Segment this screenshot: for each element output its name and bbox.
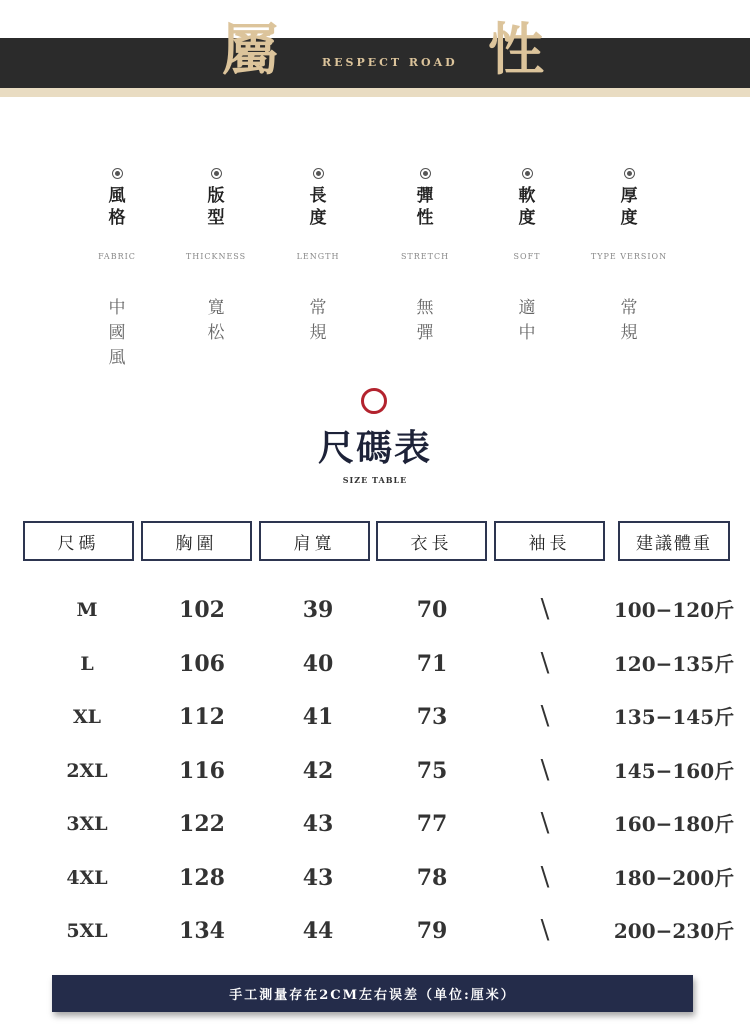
cell-length: 70 (416, 597, 448, 623)
size-table-subtitle: SIZE TABLE (342, 475, 408, 485)
attribute-en-label: LENGTH (296, 252, 340, 261)
cell-sleeve: \ (540, 594, 550, 624)
cell-shoulder: 43 (302, 864, 334, 891)
attribute-length (278, 168, 358, 343)
cell-length: 79 (416, 918, 448, 944)
cell-shoulder: 43 (302, 811, 334, 837)
cell-chest: 122 (179, 811, 225, 837)
attribute-label: 版型 (207, 186, 225, 228)
attribute-label: 軟度 (518, 186, 536, 228)
bullet-icon (420, 168, 431, 179)
header-gold-strip (0, 88, 750, 97)
cell-shoulder: 42 (302, 757, 334, 784)
attribute-value: 常規 (620, 298, 638, 343)
attribute-en-label: SOFT (513, 252, 541, 261)
cell-chest: 102 (179, 597, 225, 623)
cell-shoulder: 40 (302, 650, 334, 677)
cell-chest: 106 (179, 650, 225, 677)
attribute-softness (487, 168, 567, 343)
cell-size: L (80, 652, 94, 675)
header-size: 尺碼 (23, 521, 134, 561)
attribute-style (77, 168, 157, 368)
cell-chest: 116 (179, 757, 225, 784)
cell-length: 71 (416, 650, 448, 677)
attribute-value: 常規 (309, 298, 327, 343)
bullet-icon (112, 168, 123, 179)
cell-length: 77 (416, 811, 448, 837)
cell-size: 3XL (66, 813, 108, 835)
attribute-value: 適中 (518, 298, 536, 343)
bullet-icon (313, 168, 324, 179)
cell-size: XL (72, 706, 102, 728)
cell-size: M (76, 599, 98, 621)
cell-weight: 100−120斤 (613, 598, 735, 622)
cell-length: 78 (416, 864, 448, 891)
header-length: 衣長 (376, 521, 487, 561)
attribute-en-label: FABRIC (98, 252, 136, 261)
cell-weight: 160−180斤 (613, 812, 735, 836)
cell-size: 4XL (66, 866, 108, 889)
bullet-icon (624, 168, 635, 179)
bullet-icon (211, 168, 222, 179)
attribute-label: 彈性 (416, 186, 434, 228)
header-shoulder: 肩寬 (259, 521, 370, 561)
bullet-icon (522, 168, 533, 179)
cell-weight: 180−200斤 (613, 865, 735, 890)
attribute-en-label: TYPE VERSION (590, 252, 668, 261)
attribute-fit (176, 168, 256, 343)
cell-length: 73 (416, 704, 448, 730)
attribute-stretch (385, 168, 465, 343)
attribute-label: 風格 (108, 186, 126, 228)
footer-note: 手工測量存在2CM左右误差（单位:厘米） (52, 975, 693, 1012)
cell-weight: 135−145斤 (613, 705, 735, 729)
cell-sleeve: \ (540, 754, 550, 785)
cell-size: 5XL (66, 920, 108, 942)
header-weight: 建議體重 (618, 521, 730, 561)
cell-shoulder: 44 (302, 918, 334, 944)
size-table-title: 尺碼表 (317, 427, 432, 469)
header-char-left: 屬 (222, 17, 278, 83)
header-sleeve: 袖長 (494, 521, 605, 561)
cell-length: 75 (416, 757, 448, 784)
cell-sleeve: \ (540, 701, 550, 731)
header-chest: 胸圍 (141, 521, 252, 561)
cell-sleeve: \ (540, 861, 550, 892)
header-subtitle: RESPECT ROAD (322, 56, 458, 69)
header-char-right: 性 (488, 17, 544, 83)
attribute-en-label: STRETCH (400, 252, 450, 261)
cell-chest: 134 (179, 918, 225, 944)
cell-sleeve: \ (540, 808, 550, 838)
cell-chest: 112 (179, 704, 225, 730)
cell-weight: 200−230斤 (613, 919, 735, 943)
cell-weight: 120−135斤 (613, 651, 735, 676)
attribute-value: 無彈 (416, 298, 434, 343)
cell-shoulder: 41 (302, 704, 334, 730)
attribute-value: 中國風 (108, 298, 126, 368)
cell-sleeve: \ (540, 647, 550, 678)
cell-shoulder: 39 (302, 597, 334, 623)
cell-weight: 145−160斤 (613, 758, 735, 783)
cell-size: 2XL (66, 759, 108, 782)
cell-chest: 128 (179, 864, 225, 891)
attribute-value: 寬松 (207, 298, 225, 343)
ring-icon (361, 388, 387, 414)
attribute-thickness (589, 168, 669, 343)
attribute-label: 長度 (309, 186, 327, 228)
attribute-en-label: THICKNESS (185, 252, 247, 261)
cell-sleeve: \ (540, 915, 550, 945)
attribute-label: 厚度 (620, 186, 638, 228)
